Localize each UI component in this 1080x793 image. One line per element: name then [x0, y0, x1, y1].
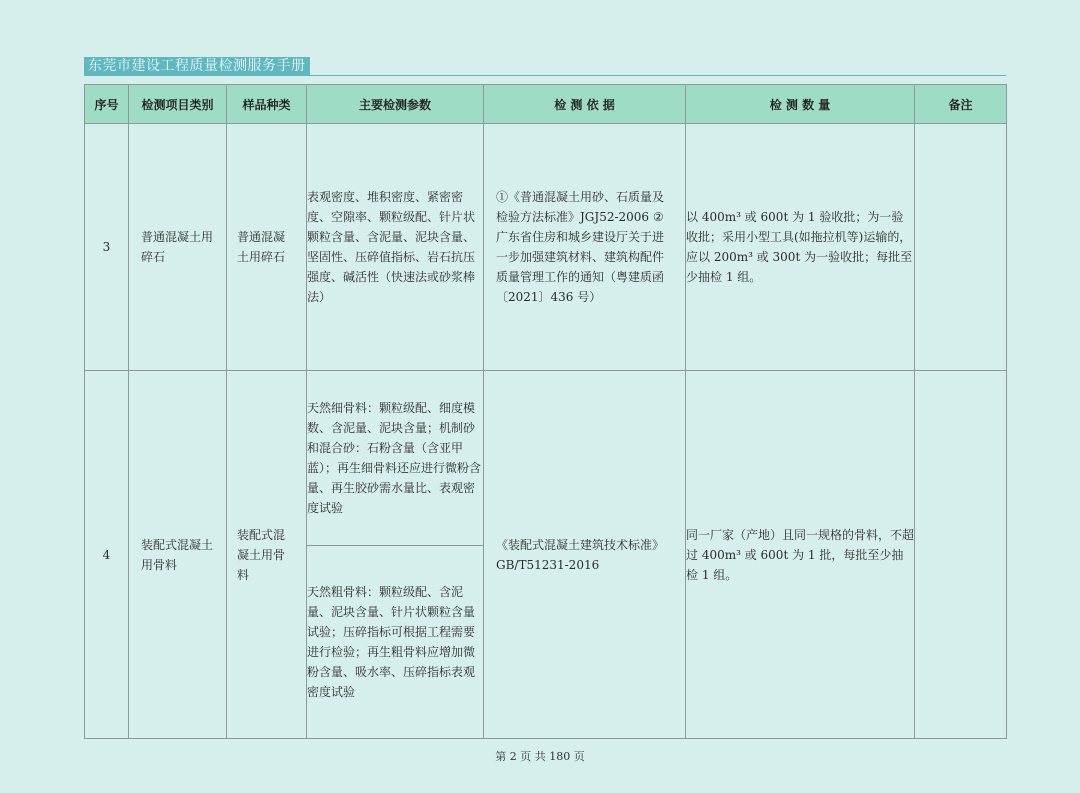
col-header-params: 主要检测参数 — [307, 85, 484, 124]
page-number: 第 2 页 共 180 页 — [495, 750, 585, 763]
row-params: 表观密度、堆积密度、紧密密度、空隙率、颗粒级配、针片状颗粒含量、含泥量、泥块含量、坚固性、压碎值指标、岩石抗压强度、碱活性（快速法或砂浆棒法） — [307, 124, 484, 371]
row-category-text: 普通混凝土用碎石 — [141, 230, 214, 264]
row-quantity: 以 400m³ 或 600t 为 1 验收批；为一验收批；采用小型工具(如拖拉机等)运输的，应以 200m³ 或 300t 为一验收批；每批至少抽检 1 组。 — [686, 124, 915, 371]
col-header-quantity: 检 测 数 量 — [686, 85, 915, 124]
row-basis: 《装配式混凝土建筑技术标准》GB/T51231-2016 — [484, 371, 686, 739]
table-header-row — [85, 85, 1007, 124]
row-category — [129, 124, 227, 371]
header-rule — [84, 75, 1006, 76]
col-header-no: 序号 — [85, 85, 129, 124]
col-header-category: 检测项目类别 — [129, 85, 227, 124]
params-subtable — [307, 371, 483, 738]
row-no: 4 — [85, 371, 129, 739]
row-sample-text: 装配式混凝土用骨料 — [237, 527, 286, 582]
row-quantity: 同一厂家（产地）且同一规格的骨料，不超过 400m³ 或 600t 为 1 批，每批至少抽检 1 组。 — [686, 371, 915, 739]
row-remark — [915, 124, 1007, 371]
inspection-table — [84, 84, 1007, 739]
col-header-basis: 检 测 依 据 — [484, 85, 686, 124]
row-category-text: 装配式混凝土用骨料 — [141, 537, 214, 572]
row-sample — [227, 124, 307, 371]
table-row — [85, 371, 1007, 739]
row-no: 3 — [85, 124, 129, 371]
params-coarse-aggregate: 天然粗骨料：颗粒级配、含泥量、泥块含量、针片状颗粒含量试验；压碎指标可根据工程需要进行检验；再生粗骨料应增加微粉含量、吸水率、压碎指标表观密度试验 — [307, 584, 476, 699]
row-sample-text: 普通混凝土用碎石 — [237, 230, 286, 264]
row-params-split — [307, 371, 484, 739]
row-sample — [227, 371, 307, 739]
row-remark — [915, 371, 1007, 739]
col-header-remark: 备注 — [915, 85, 1007, 124]
table-row — [85, 124, 1007, 371]
row-category — [129, 371, 227, 739]
manual-title: 东莞市建设工程质量检测服务手册 — [84, 57, 310, 75]
params-fine-aggregate: 天然细骨料：颗粒级配、细度模数、含泥量、泥块含量；机制砂和混合砂：石粉含量（含亚甲蓝）；再生细骨料还应进行微粉含量、再生胶砂需水量比、表观密度试验 — [307, 371, 483, 545]
row-basis: ①《普通混凝土用砂、石质量及检验方法标准》JGJ52-2006 ②广东省住房和城乡建设厅关于进一步加强建筑材料、建筑构配件质量管理工作的通知（粤建质函〔2021〕436 号） — [484, 124, 686, 371]
col-header-sample: 样品种类 — [227, 85, 307, 124]
